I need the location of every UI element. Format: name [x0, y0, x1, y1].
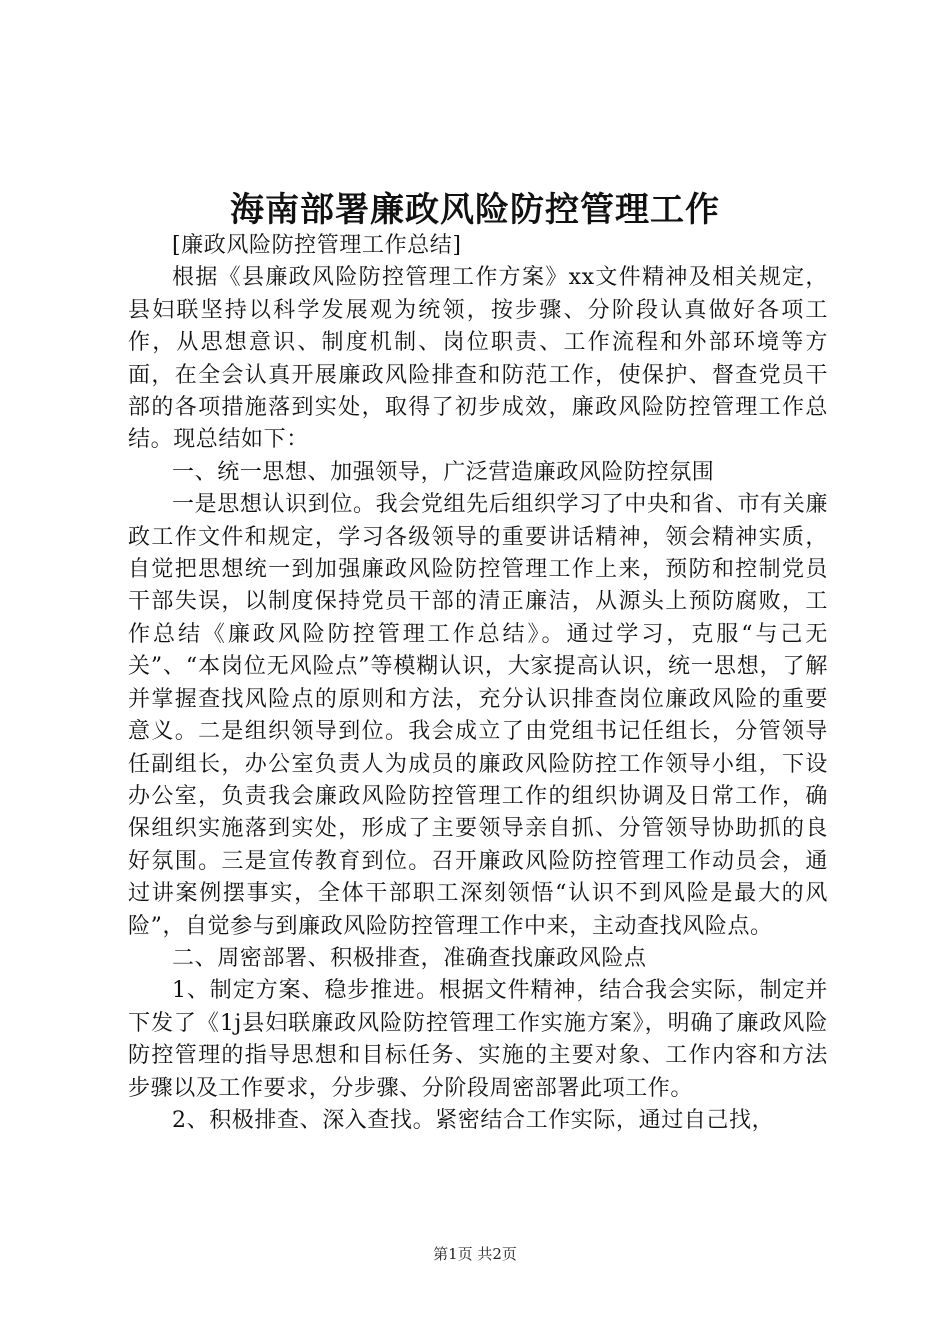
section-heading-2: 二、周密部署、积极排查，准确查找廉政风险点: [172, 945, 647, 971]
paragraph-subtitle: [廉政风险防控管理工作总结]: [172, 233, 462, 258]
document-body: [128, 230, 828, 1137]
document-title: 海南部署廉政风险防控管理工作: [230, 190, 720, 230]
paragraph-item-1: 1、制定方案、稳步推进。根据文件精神，结合我会实际，制定并下发了《1j县妇联廉政风险防控管理工作实施方案》，明确了廉政风险防控管理的指导思想和目标任务、实施的主要对象、工作内容和方法步骤以及工作要求，分步骤、分阶段周密部署此项工作。: [128, 978, 828, 1101]
page-number-footer: 第1页 共2页: [433, 1245, 517, 1263]
paragraph-intro: 根据《县廉政风险防控管理工作方案》xx文件精神及相关规定，县妇联坚持以科学发展观为统领，按步骤、分阶段认真做好各项工作，从思想意识、制度机制、岗位职责、工作流程和外部环境等方面，在全会认真开展廉政风险排查和防范工作，使保护、督查党员干部的各项措施落到实处，取得了初步成效，廉政风险防控管理工作总结。现总结如下：: [128, 265, 828, 453]
paragraph-section-1: 一是思想认识到位。我会党组先后组织学习了中央和省、市有关廉政工作文件和规定，学习各级领导的重要讲话精神，领会精神实质，自觉把思想统一到加强廉政风险防控管理工作上来，预防和控制党员干部失误，以制度保持党员干部的清正廉洁，从源头上预防腐败，工作总结《廉政风险防控管理工作总结》。通过学习，克服“与己无关”、“本岗位无风险点”等模糊认识，大家提高认识，统一思想，了解并掌握查找风险点的原则和方法，充分认识排查岗位廉政风险的重要意义。二是组织领导到位。我会成立了由党组书记任组长，分管领导任副组长，办公室负责人为成员的廉政风险防控工作领导小组，下设办公室，负责我会廉政风险防控管理工作的组织协调及日常工作，确保组织实施落到实处，形成了主要领导亲自抓、分管领导协助抓的良好氛围。三是宣传教育到位。召开廉政风险防控管理工作动员会，通过讲案例摆事实，全体干部职工深刻领悟“认识不到风险是最大的风险”，自觉参与到廉政风险防控管理工作中来，主动查找风险点。: [128, 492, 828, 939]
section-heading-1: 一、统一思想、加强领导，广泛营造廉政风险防控氛围: [172, 459, 715, 485]
paragraph-item-2: 2、积极排查、深入查找。紧密结合工作实际，通过自己找，: [172, 1107, 775, 1133]
